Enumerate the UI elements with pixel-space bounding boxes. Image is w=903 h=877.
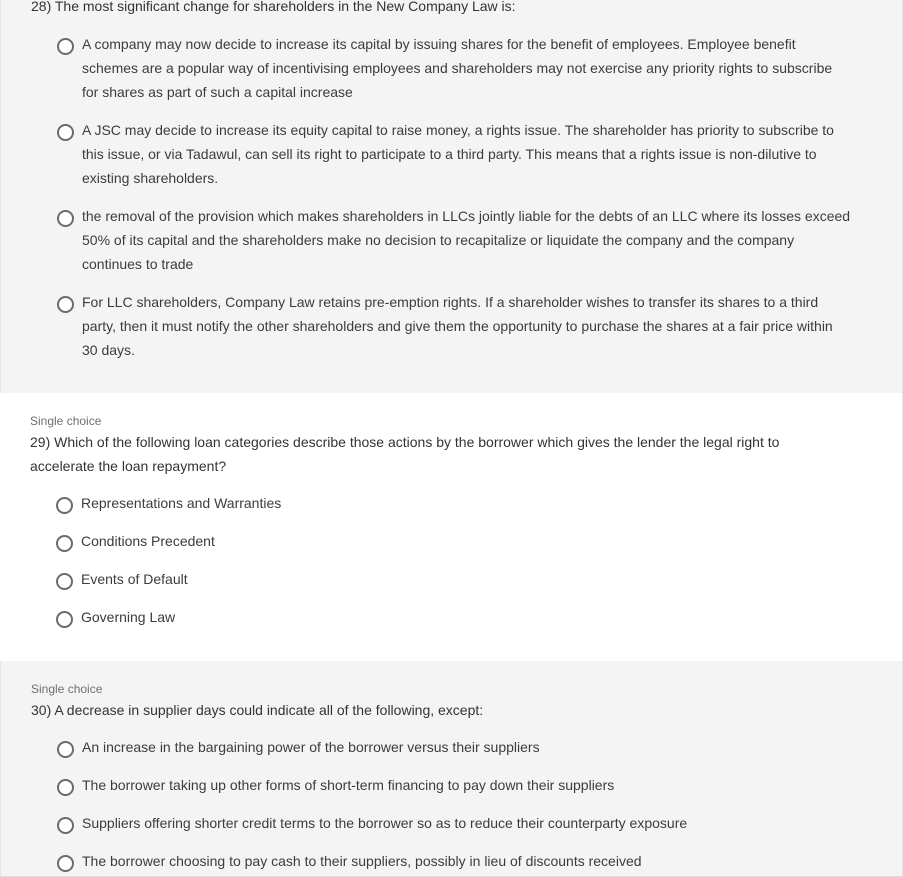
option-label: The borrower taking up other forms of short-term financing to pay down their suppliers — [82, 777, 615, 793]
radio-button-icon[interactable] — [57, 855, 74, 872]
option-label: Representations and Warranties — [81, 495, 282, 511]
radio-button-icon[interactable] — [57, 296, 74, 313]
radio-button-icon[interactable] — [56, 573, 73, 590]
radio-button-icon[interactable] — [57, 38, 74, 55]
question-type-label: Single choice — [31, 682, 103, 696]
option-label: A JSC may decide to increase its equity capital to raise money, a rights issue. The shareholder has priority to subscribe to this issue, or via Tadawul, can sell its right to participate to a third party. This means that a rights issue is non-dilutive to existing shareholders. — [82, 122, 834, 186]
radio-button-icon[interactable] — [57, 741, 74, 758]
radio-button-icon[interactable] — [57, 779, 74, 796]
option-label: A company may now decide to increase its capital by issuing shares for the benefit of employees. Employee benefit schemes are a popular way of incentivising employees and shareholders may not exercise any priority rights to subscribe for shares as part of such a capital increase — [82, 36, 833, 100]
option-label: Governing Law — [81, 609, 176, 625]
option-label: Conditions Precedent — [81, 533, 215, 549]
option-label: An increase in the bargaining power of the borrower versus their suppliers — [82, 739, 540, 755]
radio-button-icon[interactable] — [56, 535, 73, 552]
radio-button-icon[interactable] — [56, 497, 73, 514]
option-label: Suppliers offering shorter credit terms to the borrower so as to reduce their counterparty exposure — [82, 815, 688, 831]
question-text: 28) The most significant change for shareholders in the New Company Law is: — [31, 0, 516, 14]
radio-button-icon[interactable] — [57, 817, 74, 834]
option-label: the removal of the provision which makes shareholders in LLCs jointly liable for the debts of an LLC where its losses exceed 50% of its capital and the shareholders make no decision to recapitalize or liquidate the company and the company continues to trade — [82, 208, 851, 272]
radio-button-icon[interactable] — [57, 210, 74, 227]
radio-button-icon[interactable] — [57, 124, 74, 141]
question-type-label: Single choice — [30, 414, 102, 428]
option-label: The borrower choosing to pay cash to their suppliers, possibly in lieu of discounts received — [82, 853, 642, 869]
question-text: 30) A decrease in supplier days could indicate all of the following, except: — [31, 702, 484, 718]
radio-button-icon[interactable] — [56, 611, 73, 628]
option-label: Events of Default — [81, 571, 188, 587]
option-label: For LLC shareholders, Company Law retains pre-emption rights. If a shareholder wishes to transfer its shares to a third party, then it must notify the other shareholders and give them the opportunity to purchase the shares at a fair price within 30 days. — [82, 294, 833, 358]
question-text: 29) Which of the following loan categories describe those actions by the borrower which gives the lender the legal right to accelerate the loan repayment? — [30, 434, 780, 474]
question-28 — [0, 0, 903, 393]
question-29 — [0, 393, 903, 661]
question-30 — [0, 661, 903, 877]
